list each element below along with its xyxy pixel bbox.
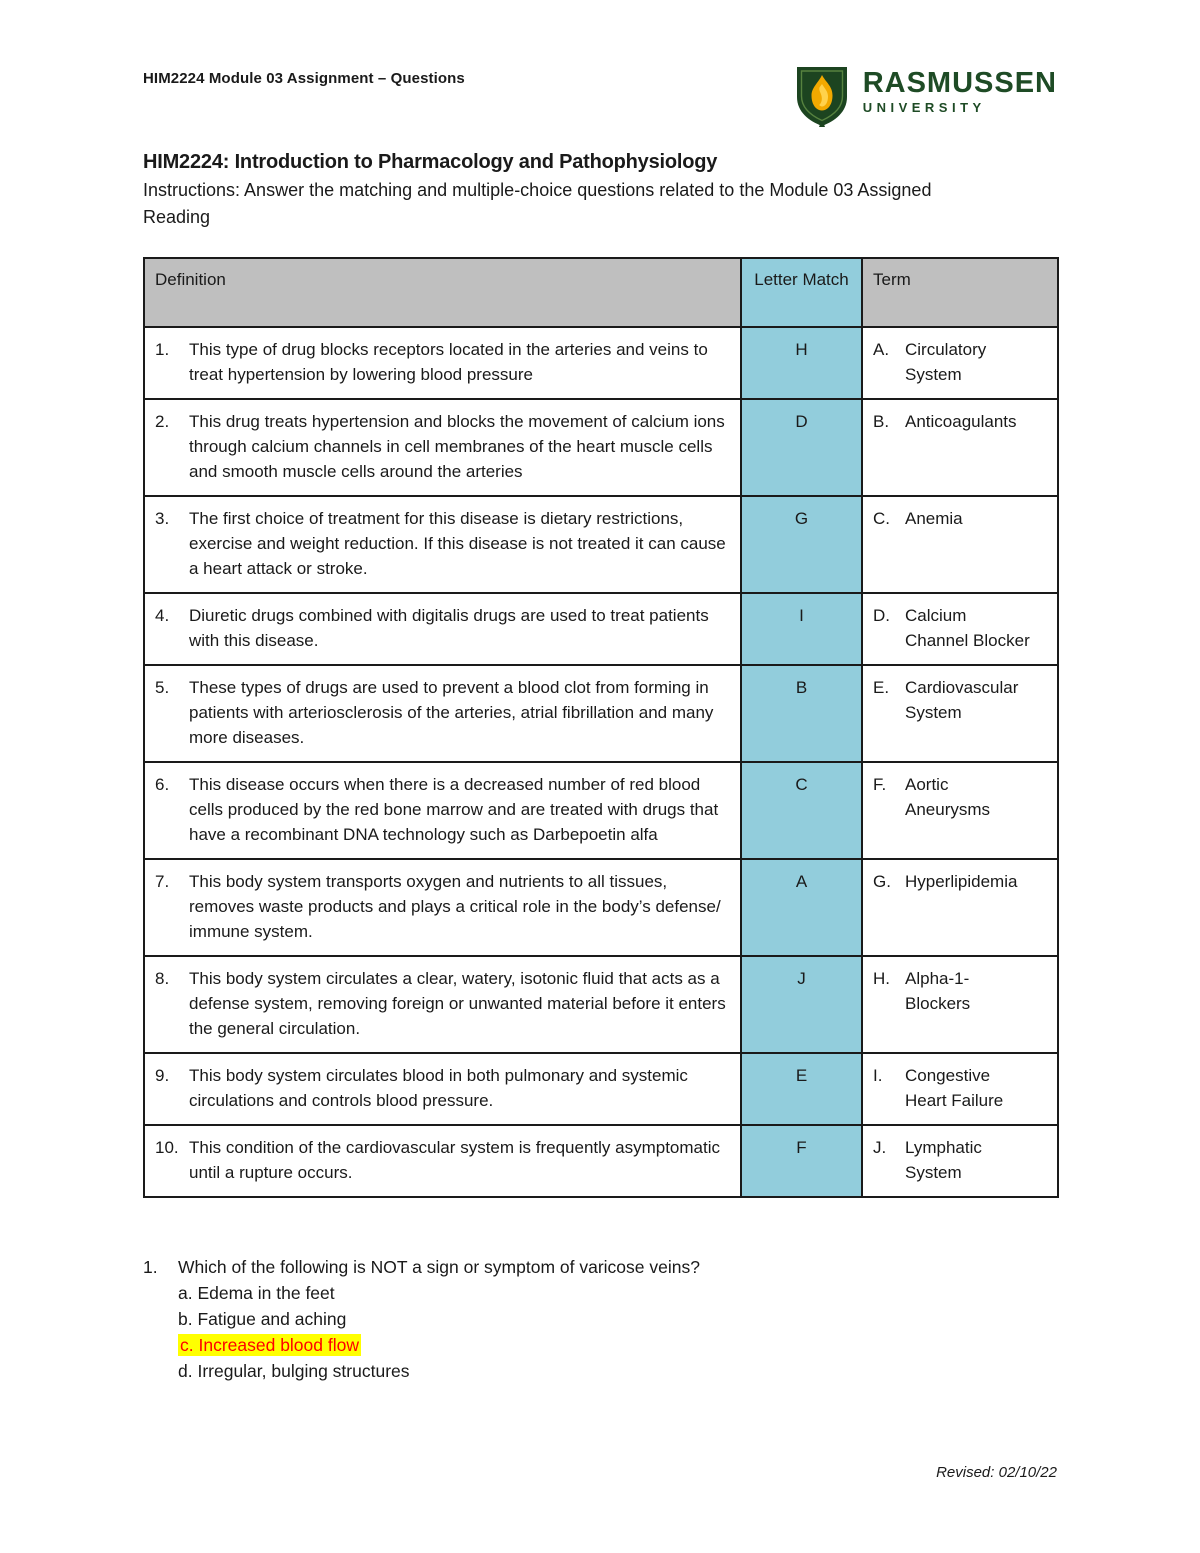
definition-number: 9. — [155, 1066, 170, 1085]
table-row — [144, 665, 1058, 762]
definition-cell — [144, 1053, 741, 1125]
instructions-text — [143, 177, 1057, 231]
definition-cell — [144, 665, 741, 762]
definition-text: The first choice of treatment for this disease is dietary restrictions, exercise and weight reduction. If this disease is not treated it can cause a heart attack or stroke. — [189, 509, 726, 578]
definition-text: This body system circulates a clear, watery, isotonic fluid that acts as a defense system, removing foreign or unwanted material before it enters the general circulation. — [189, 969, 726, 1038]
rasmussen-logo-subname: UNIVERSITY — [862, 100, 986, 115]
term-letter: B. — [873, 412, 890, 431]
term-cell — [862, 762, 1058, 859]
term-letter: H. — [873, 969, 890, 988]
term-text: Cardiovascular System — [905, 678, 1019, 722]
table-row — [144, 1053, 1058, 1125]
definition-number: 2. — [155, 412, 170, 431]
term-text: Aortic Aneurysms — [905, 775, 991, 819]
mc-question-number: 1. — [143, 1257, 158, 1277]
revised-date-footer: Revised: 02/10/22 — [936, 1464, 1057, 1481]
term-cell — [862, 956, 1058, 1053]
term-cell — [862, 496, 1058, 593]
mc-question-text: Which of the following is NOT a sign or symptom of varicose veins? — [178, 1257, 700, 1277]
definition-number: 5. — [155, 678, 170, 697]
definition-cell — [144, 859, 741, 956]
letter-match-cell: H — [741, 327, 862, 399]
term-cell — [862, 859, 1058, 956]
column-header-letter-match: Letter Match — [741, 258, 862, 327]
term-cell — [862, 1125, 1058, 1197]
rasmussen-logo-text — [863, 64, 1057, 115]
definition-number: 4. — [155, 606, 170, 625]
term-text: Hyperlipidemia — [905, 872, 1018, 891]
mc-question-row — [143, 1254, 1057, 1384]
term-text: Alpha-1-Blockers — [905, 969, 971, 1013]
term-letter: D. — [873, 606, 890, 625]
term-cell — [862, 399, 1058, 496]
definition-text: This drug treats hypertension and blocks the movement of calcium ions through calcium channels in cell membranes of the heart muscle cells and smooth muscle cells around the arteries — [189, 412, 725, 481]
term-letter: F. — [873, 775, 887, 794]
table-row — [144, 859, 1058, 956]
definition-number: 7. — [155, 872, 170, 891]
term-cell — [862, 593, 1058, 665]
letter-match-cell: C — [741, 762, 862, 859]
definition-text: This condition of the cardiovascular system is frequently asymptomatic until a rupture occurs. — [189, 1138, 721, 1182]
definition-cell — [144, 1125, 741, 1197]
term-letter: C. — [873, 509, 890, 528]
mc-option-c-highlighted-answer: c. Increased blood flow — [180, 1335, 359, 1355]
column-header-definition: Definition — [144, 258, 741, 327]
matching-table — [143, 257, 1059, 1198]
document-top-bar — [143, 64, 1057, 135]
letter-match-cell: A — [741, 859, 862, 956]
term-letter: I. — [873, 1066, 883, 1085]
definition-cell — [144, 593, 741, 665]
column-header-term: Term — [862, 258, 1058, 327]
rasmussen-shield-flame-icon — [792, 64, 852, 135]
document-header-title: HIM2224 Module 03 Assignment – Questions — [143, 70, 465, 87]
table-row — [144, 1125, 1058, 1197]
letter-match-cell: I — [741, 593, 862, 665]
term-cell — [862, 665, 1058, 762]
table-row — [144, 399, 1058, 496]
rasmussen-logo — [792, 64, 1057, 135]
term-text: Congestive Heart Failure — [905, 1066, 1004, 1110]
term-text: Lymphatic System — [905, 1138, 982, 1182]
mc-question-block — [178, 1254, 700, 1384]
definition-cell — [144, 762, 741, 859]
term-letter: G. — [873, 872, 891, 891]
definition-cell — [144, 496, 741, 593]
definition-cell — [144, 327, 741, 399]
page-title: HIM2224: Introduction to Pharmacology and Pathophysiology — [143, 151, 718, 173]
table-row — [144, 956, 1058, 1053]
table-row — [144, 762, 1058, 859]
definition-cell — [144, 399, 741, 496]
letter-match-cell: E — [741, 1053, 862, 1125]
definition-number: 10. — [155, 1138, 179, 1157]
letter-match-cell: D — [741, 399, 862, 496]
instructions-line-2: Reading — [143, 207, 211, 227]
multiple-choice-section — [143, 1254, 1057, 1384]
definition-text: This type of drug blocks receptors located in the arteries and veins to treat hypertension by lowering blood pressure — [189, 340, 708, 384]
definition-number: 6. — [155, 775, 170, 794]
mc-option-a: a. Edema in the feet — [178, 1283, 335, 1303]
table-row — [144, 593, 1058, 665]
definition-text: This disease occurs when there is a decreased number of red blood cells produced by the red bone marrow and are treated with drugs that have a recombinant DNA technology such as Darbepoetin alfa — [189, 775, 719, 844]
term-text: Calcium Channel Blocker — [905, 606, 1030, 650]
table-row — [144, 327, 1058, 399]
term-text: Anticoagulants — [905, 412, 1017, 431]
table-header-row — [144, 258, 1058, 327]
letter-match-cell: G — [741, 496, 862, 593]
term-cell — [862, 1053, 1058, 1125]
definition-text: These types of drugs are used to prevent a blood clot from forming in patients with arteriosclerosis of the arteries, atrial fibrillation and many more diseases. — [189, 678, 714, 747]
definition-text: This body system transports oxygen and nutrients to all tissues, removes waste products and plays a critical role in the body’s defense/ immune system. — [189, 872, 721, 941]
term-text: Circulatory System — [905, 340, 987, 384]
mc-option-d: d. Irregular, bulging structures — [178, 1361, 410, 1381]
definition-number: 8. — [155, 969, 170, 988]
definition-text: Diuretic drugs combined with digitalis drugs are used to treat patients with this disease. — [189, 606, 709, 650]
definition-text: This body system circulates blood in both pulmonary and systemic circulations and controls blood pressure. — [189, 1066, 688, 1110]
term-letter: E. — [873, 678, 890, 697]
definition-number: 3. — [155, 509, 170, 528]
letter-match-cell: J — [741, 956, 862, 1053]
letter-match-cell: F — [741, 1125, 862, 1197]
definition-number: 1. — [155, 340, 170, 359]
term-text: Anemia — [905, 509, 963, 528]
mc-option-b: b. Fatigue and aching — [178, 1309, 347, 1329]
letter-match-cell: B — [741, 665, 862, 762]
term-cell — [862, 327, 1058, 399]
definition-cell — [144, 956, 741, 1053]
term-letter: A. — [873, 340, 890, 359]
rasmussen-logo-name: RASMUSSEN — [862, 67, 1057, 99]
term-letter: J. — [873, 1138, 887, 1157]
document-page — [143, 0, 1057, 1384]
table-row — [144, 496, 1058, 593]
instructions-line-1: Instructions: Answer the matching and multiple-choice questions related to the Module 03 Assigned — [143, 180, 932, 200]
